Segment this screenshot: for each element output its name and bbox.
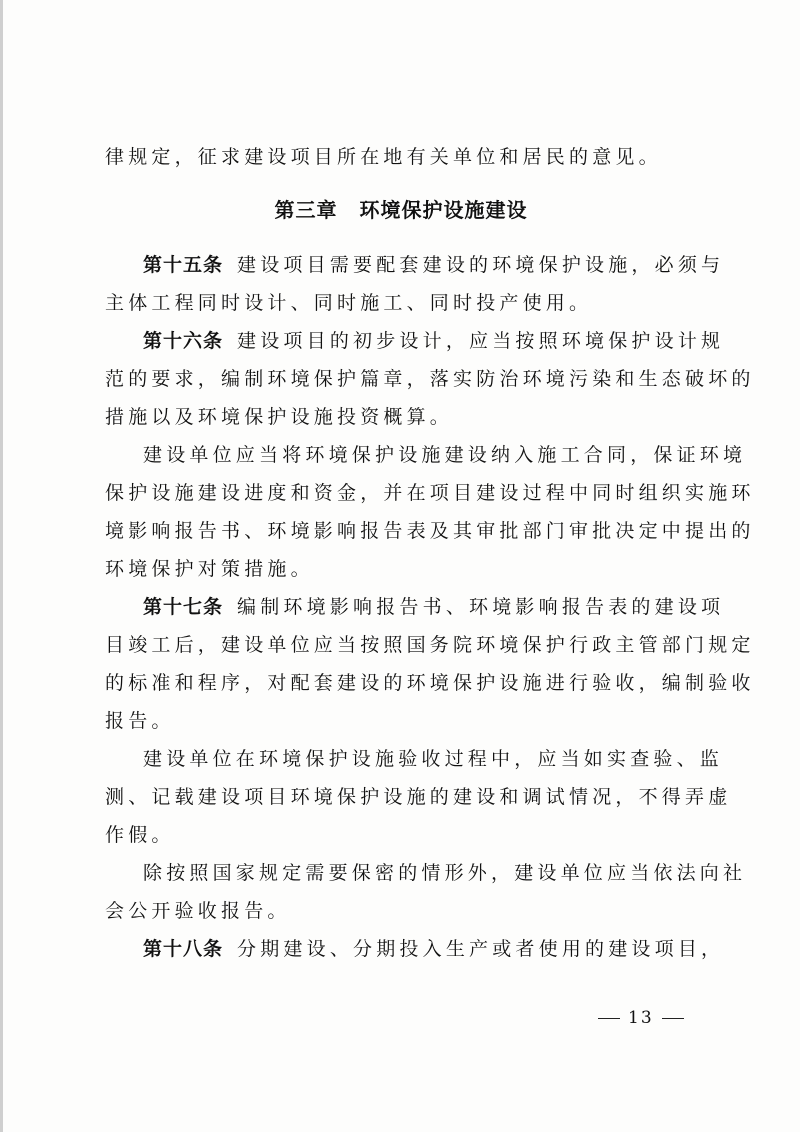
text-line: 报告。	[105, 710, 175, 732]
article-label: 第十五条	[143, 254, 224, 276]
article-18	[105, 930, 725, 968]
text-line	[105, 588, 725, 626]
article-16	[105, 322, 755, 436]
text-line: 律规定，征求建设项目所在地有关单位和居民的意见。	[105, 146, 662, 168]
text-line: 测、记载建设项目环境保护设施的建设和调试情况，不得弄虚	[105, 786, 732, 808]
text-line: 建设单位应当将环境保护设施建设纳入施工合同，保证环境	[143, 444, 747, 466]
chapter-title: 环境保护设施建设	[359, 198, 528, 222]
page-number	[590, 1008, 692, 1028]
text-line: 境影响报告书、环境影响报告表及其审批部门审批决定中提出的	[105, 520, 755, 542]
text-line: 目竣工后，建设单位应当按照国务院环境保护行政主管部门规定	[105, 634, 755, 656]
page-number-value: 13	[628, 1008, 654, 1028]
dash-left	[598, 1018, 620, 1019]
article-17-paragraph-3	[105, 854, 747, 930]
continuation-paragraph	[105, 138, 697, 176]
article-label: 第十六条	[143, 330, 224, 352]
article-label: 第十八条	[143, 938, 224, 960]
article-text: 分期建设、分期投入生产或者使用的建设项目，	[237, 938, 725, 960]
page-content	[105, 138, 755, 968]
text-line: 的标准和程序，对配套建设的环境保护设施进行验收，编制验收	[105, 672, 755, 694]
page-edge-shadow	[0, 0, 3, 1132]
text-line: 除按照国家规定需要保密的情形外，建设单位应当依法向社	[143, 862, 747, 884]
text-line: 主体工程同时设计、同时施工、同时投产使用。	[105, 292, 593, 314]
text-line: 措施以及环境保护设施投资概算。	[105, 406, 454, 428]
text-line	[105, 246, 725, 284]
text-line: 环境保护对策措施。	[105, 558, 314, 580]
dash-right	[662, 1018, 684, 1019]
article-17-paragraph-2	[105, 740, 732, 854]
text-line: 保护设施建设进度和资金，并在项目建设过程中同时组织实施环	[105, 482, 755, 504]
text-line: 范的要求，编制环境保护篇章，落实防治环境污染和生态破坏的	[105, 368, 755, 390]
chapter-heading	[105, 182, 697, 238]
article-text: 建设项目的初步设计，应当按照环境保护设计规	[237, 330, 725, 352]
article-label: 第十七条	[143, 596, 224, 618]
text-line	[105, 322, 725, 360]
text-line: 会公开验收报告。	[105, 900, 291, 922]
article-17	[105, 588, 755, 740]
article-text: 编制环境影响报告书、环境影响报告表的建设项	[237, 596, 725, 618]
text-line	[105, 930, 725, 968]
article-16-paragraph-2	[105, 436, 755, 588]
chapter-number: 第三章	[274, 198, 338, 222]
text-line: 作假。	[105, 824, 175, 846]
article-15	[105, 246, 725, 322]
text-line: 建设单位在环境保护设施验收过程中，应当如实查验、监	[143, 748, 724, 770]
article-text: 建设项目需要配套建设的环境保护设施，必须与	[237, 254, 725, 276]
